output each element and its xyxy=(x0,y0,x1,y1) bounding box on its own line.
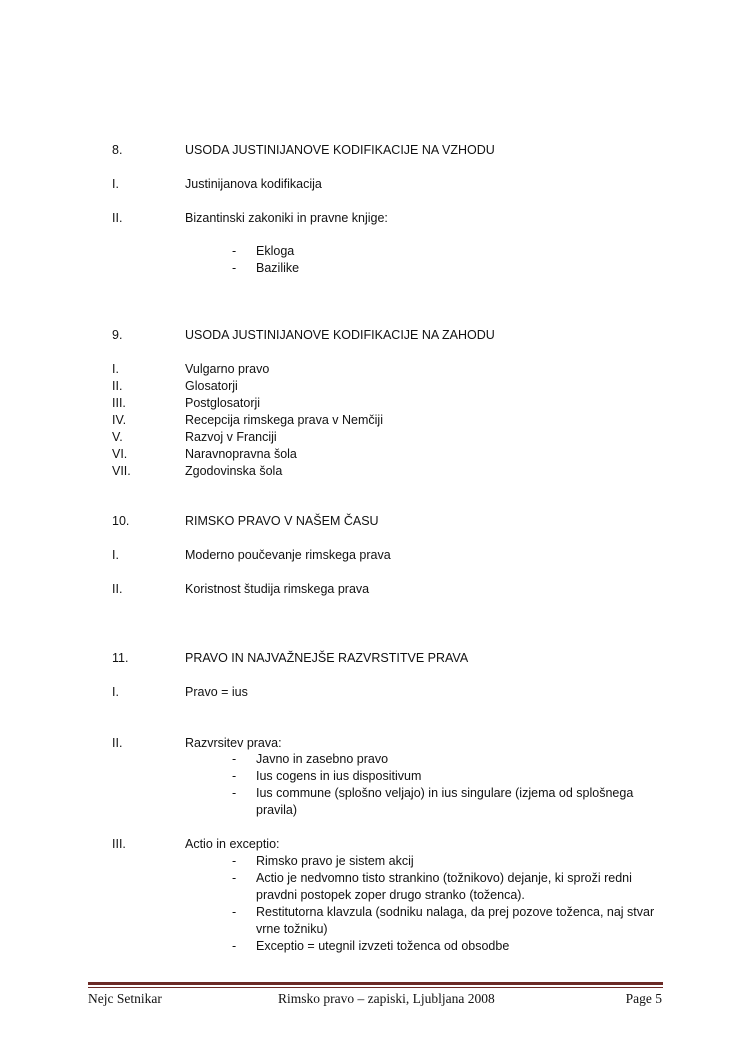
item-numeral: VI. xyxy=(112,447,128,461)
footer-rule-thin xyxy=(88,987,663,988)
bullet-text: Ius cogens in ius dispositivum xyxy=(256,769,422,783)
bullet-dash: - xyxy=(232,905,237,919)
bullet-text: Actio je nedvomno tisto strankino (tožnikovo) dejanje, ki sproži redni xyxy=(256,871,632,885)
bullet-dash: - xyxy=(232,769,237,783)
item-text: Postglosatorji xyxy=(185,396,261,410)
bullet-dash: - xyxy=(232,244,237,258)
item-text: Actio in exceptio: xyxy=(185,837,280,851)
section-title: PRAVO IN NAJVAŽNEJŠE RAZVRSTITVE PRAVA xyxy=(185,651,469,665)
item-numeral: III. xyxy=(112,396,126,410)
bullet-text: Ekloga xyxy=(256,244,295,258)
item-numeral: II. xyxy=(112,211,123,225)
item-numeral: I. xyxy=(112,548,119,562)
item-numeral: II. xyxy=(112,582,123,596)
item-numeral: IV. xyxy=(112,413,127,427)
bullet-text: Restitutorna klavzula (sodniku nalaga, da prej pozove toženca, naj stvar xyxy=(256,905,655,919)
item-text: Recepcija rimskega prava v Nemčiji xyxy=(185,413,383,427)
item-text: Koristnost študija rimskega prava xyxy=(185,582,370,596)
section-number: 11. xyxy=(112,651,129,665)
item-numeral: V. xyxy=(112,430,123,444)
item-text: Glosatorji xyxy=(185,379,238,393)
item-numeral: II. xyxy=(112,736,123,750)
bullet-text-continuation: vrne tožniku) xyxy=(256,922,328,936)
item-text: Razvoj v Franciji xyxy=(185,430,277,444)
footer-page-number: Page 5 xyxy=(625,991,662,1006)
item-numeral: III. xyxy=(112,837,126,851)
bullet-text-continuation: pravila) xyxy=(256,803,297,817)
bullet-text: Bazilike xyxy=(256,261,300,275)
bullet-dash: - xyxy=(232,939,237,953)
footer-author: Nejc Setnikar xyxy=(88,991,162,1006)
item-text: Naravnopravna šola xyxy=(185,447,297,461)
bullet-text-continuation: pravdni postopek zoper drugo stranko (toženca). xyxy=(256,888,525,902)
section-number: 8. xyxy=(112,143,123,157)
item-text: Razvrsitev prava: xyxy=(185,736,282,750)
bullet-text: Javno in zasebno pravo xyxy=(256,752,389,766)
item-text: Justinijanova kodifikacija xyxy=(185,177,322,191)
item-numeral: I. xyxy=(112,177,119,191)
item-numeral: I. xyxy=(112,685,119,699)
footer-title: Rimsko pravo – zapiski, Ljubljana 2008 xyxy=(278,991,495,1006)
section-number: 10. xyxy=(112,514,130,528)
bullet-dash: - xyxy=(232,871,237,885)
item-text: Moderno poučevanje rimskega prava xyxy=(185,548,391,562)
bullet-dash: - xyxy=(232,261,237,275)
section-number: 9. xyxy=(112,328,123,342)
bullet-dash: - xyxy=(232,854,237,868)
item-numeral: VII. xyxy=(112,464,131,478)
item-numeral: I. xyxy=(112,362,119,376)
item-text: Zgodovinska šola xyxy=(185,464,283,478)
bullet-dash: - xyxy=(232,752,237,766)
section-title: USODA JUSTINIJANOVE KODIFIKACIJE NA ZAHODU xyxy=(185,328,495,342)
bullet-dash: - xyxy=(232,786,237,800)
item-numeral: II. xyxy=(112,379,123,393)
bullet-text: Rimsko pravo je sistem akcij xyxy=(256,854,414,868)
item-text: Bizantinski zakoniki in pravne knjige: xyxy=(185,211,388,225)
item-text: Vulgarno pravo xyxy=(185,362,270,376)
item-text: Pravo = ius xyxy=(185,685,248,699)
section-title: RIMSKO PRAVO V NAŠEM ČASU xyxy=(185,514,379,528)
bullet-text: Exceptio = utegnil izvzeti toženca od obsodbe xyxy=(256,939,510,953)
section-title: USODA JUSTINIJANOVE KODIFIKACIJE NA VZHODU xyxy=(185,143,495,157)
bullet-text: Ius commune (splošno veljajo) in ius singulare (izjema od splošnega xyxy=(256,786,634,800)
footer-rule-thick xyxy=(88,982,663,985)
